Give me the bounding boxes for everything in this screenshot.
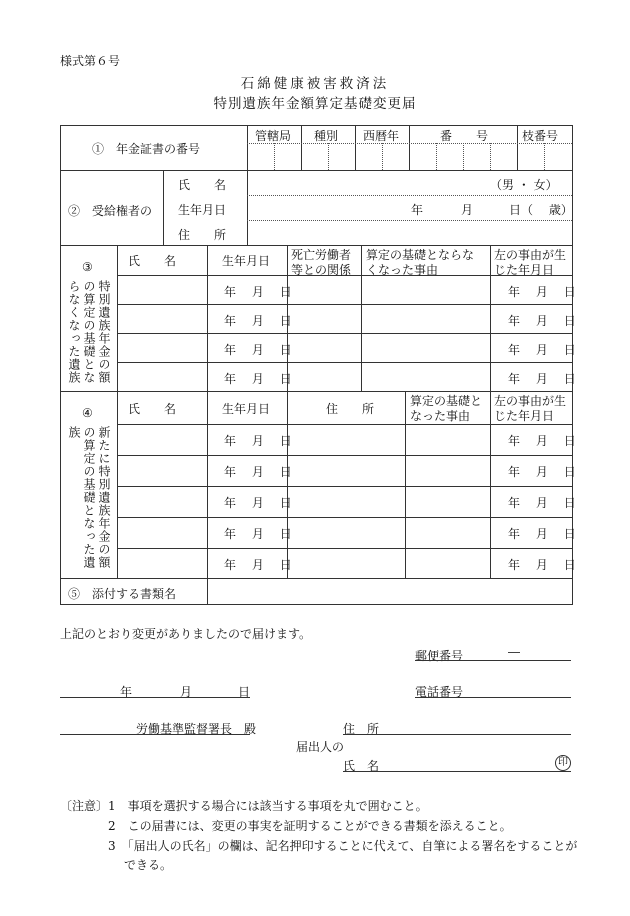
sec3-header-date: 左の事由が生 (494, 248, 567, 262)
sec4-row4-date[interactable]: 年 月 日 (508, 527, 576, 541)
form-number: 様式第６号 (60, 54, 121, 68)
sec3-header-date-2: じた年月日 (494, 263, 555, 277)
sec4-header-date-2: じた年月日 (494, 409, 555, 423)
applicant-address-field[interactable] (343, 734, 571, 735)
table-left-border (60, 125, 61, 605)
form-title-law: 石綿健康被害救済法 (240, 76, 390, 92)
section3-label: 特別遺族年金の額の算定の基礎とならなくなった遺族 (67, 280, 111, 384)
sec3-header-reason: 算定の基礎とならな (366, 248, 475, 262)
sec3-row4-date[interactable]: 年 月 日 (508, 372, 576, 386)
header-jurisdiction: 管轄局 (255, 129, 292, 143)
postal-code-label: 郵便番号 (415, 649, 464, 663)
phone-field[interactable] (415, 697, 571, 698)
sec4-row5-birth[interactable]: 年 月 日 (224, 558, 292, 572)
sec3-header-reason-2: くなった事由 (366, 263, 439, 277)
beneficiary-name-label: 氏 名 (178, 178, 227, 192)
sec3-row2-date[interactable]: 年 月 日 (508, 314, 576, 328)
section3-number: ③ (82, 260, 93, 274)
header-branch-number: 枝番号 (522, 129, 559, 143)
attachments-field[interactable] (210, 580, 570, 602)
birth-year-unit: 年 (411, 203, 424, 217)
sec4-header-reason-2: なった事由 (410, 409, 471, 423)
beneficiary-address-label: 住 所 (178, 228, 227, 242)
sec4-row1-date[interactable]: 年 月 日 (508, 434, 576, 448)
postal-code-dash: ― (508, 645, 520, 659)
header-number: 番 号 (440, 129, 489, 143)
beneficiary-label: ② 受給権者の (68, 204, 153, 218)
seal-icon: 印 (555, 755, 571, 771)
sec3-row4-birth[interactable]: 年 月 日 (224, 372, 292, 386)
phone-label: 電話番号 (415, 685, 464, 699)
addressee-field[interactable] (60, 734, 250, 735)
sec3-header-relation-2: 等との関係 (291, 263, 352, 277)
date-year-unit: 年 (120, 685, 133, 699)
date-month-unit: 月 (180, 685, 193, 699)
header-western-year: 西暦年 (363, 129, 400, 143)
table-top-border (60, 125, 573, 126)
sec4-header-reason: 算定の基礎と (410, 394, 483, 408)
applicant-address-label: 住 所 (343, 722, 380, 736)
sec4-header-address: 住 所 (326, 402, 375, 416)
applicant-name-label: 氏 名 (343, 759, 380, 773)
note-2: 2 この届書には、変更の事実を証明することができる書類を添えること。 (108, 819, 512, 833)
postal-code-field[interactable] (415, 660, 571, 661)
sec3-row3-birth[interactable]: 年 月 日 (224, 343, 292, 357)
date-day-unit: 日 (238, 685, 251, 699)
sec3-header-relation: 死亡労働者 (291, 248, 352, 262)
sec3-row3-date[interactable]: 年 月 日 (508, 343, 576, 357)
note-1: 1 事項を選択する場合には該当する事項を丸で囲むこと。 (108, 799, 428, 813)
birth-day-age-unit: 日（ 歳） (509, 203, 573, 217)
sec4-row4-birth[interactable]: 年 月 日 (224, 527, 292, 541)
certificate-number-label: ① 年金証書の番号 (92, 142, 201, 156)
beneficiary-birth-label: 生年月日 (178, 203, 227, 217)
sec4-row1-birth[interactable]: 年 月 日 (224, 434, 292, 448)
date-field[interactable] (60, 697, 250, 698)
note-3-continued: できる。 (124, 858, 173, 872)
sec4-header-name: 氏 名 (128, 402, 177, 416)
addressee: 労働基準監督署長 殿 (136, 722, 257, 736)
table-bottom-border (60, 604, 573, 605)
sec3-header-birth: 生年月日 (222, 254, 271, 268)
sec3-row1-date[interactable]: 年 月 日 (508, 285, 576, 299)
gender-select[interactable]: （男 ・ 女） (490, 178, 558, 192)
sec3-row1-birth[interactable]: 年 月 日 (224, 285, 292, 299)
sec4-row3-birth[interactable]: 年 月 日 (224, 496, 292, 510)
section4-number: ④ (82, 406, 93, 420)
notes-heading: 〔注意〕 (60, 799, 109, 813)
attachments-label: ⑤ 添付する書類名 (68, 587, 177, 601)
header-type: 種別 (314, 129, 339, 143)
sec4-row2-birth[interactable]: 年 月 日 (224, 465, 292, 479)
sec4-row2-date[interactable]: 年 月 日 (508, 465, 576, 479)
sec4-header-birth: 生年月日 (222, 402, 271, 416)
declaration-text: 上記のとおり変更がありましたので届けます。 (60, 627, 312, 641)
sec4-row3-date[interactable]: 年 月 日 (508, 496, 576, 510)
applicant-name-field[interactable] (343, 771, 571, 772)
note-3: 3 「届出人の氏名」の欄は、記名押印することに代えて、自筆による署名をすることが (108, 839, 578, 853)
sec3-row2-birth[interactable]: 年 月 日 (224, 314, 292, 328)
sec3-header-name: 氏 名 (128, 254, 177, 268)
form-title: 特別遺族年金額算定基礎変更届 (213, 96, 417, 112)
sec4-row5-date[interactable]: 年 月 日 (508, 558, 576, 572)
applicant-label: 届出人の (296, 740, 345, 754)
birth-month-unit: 月 (461, 203, 474, 217)
sec4-header-date: 左の事由が生 (494, 394, 567, 408)
section4-label: 新たに特別遺族年金の額の算定の基礎となった遺族 (67, 426, 111, 569)
